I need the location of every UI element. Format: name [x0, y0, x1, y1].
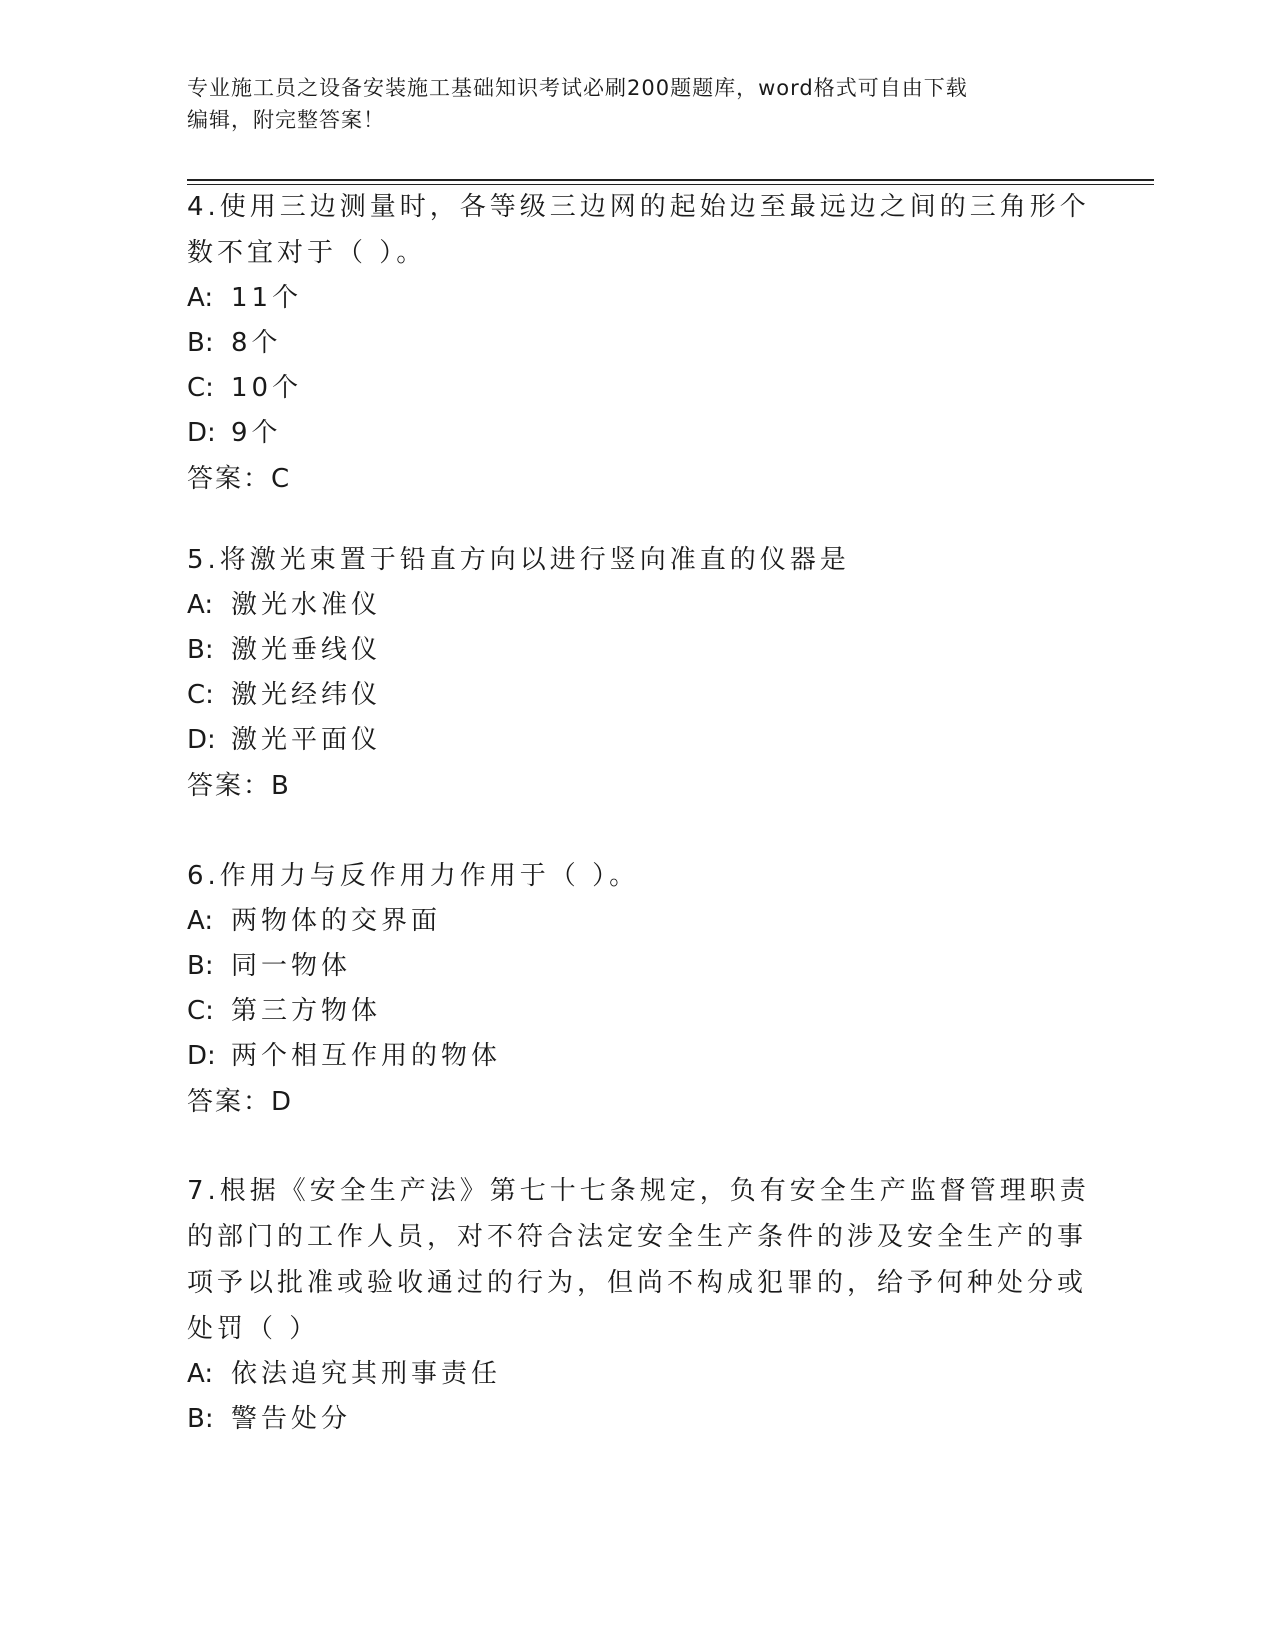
question-text-line: 7.根据《安全生产法》第七十七条规定，负有安全生产监督管理职责 — [187, 1176, 1090, 1206]
option-text: 同一物体 — [231, 951, 352, 981]
option-text: 11个 — [231, 283, 303, 313]
option-text: 9个 — [231, 418, 282, 448]
question-text-line: 的部门的工作人员，对不符合法定安全生产条件的涉及安全生产的事 — [187, 1222, 1088, 1252]
option-letter: D: — [187, 725, 216, 755]
option-a — [187, 583, 1067, 628]
option-c — [187, 366, 1067, 411]
option-letter: B: — [187, 1404, 214, 1434]
option-b — [187, 1397, 1067, 1442]
option-text: 8个 — [231, 328, 282, 358]
option-letter: A: — [187, 1359, 214, 1389]
question-5 — [187, 537, 1067, 809]
option-b — [187, 321, 1067, 366]
question-text-line: 项予以批准或验收通过的行为，但尚不构成犯罪的，给予何种处分或 — [187, 1268, 1088, 1298]
option-letter: B: — [187, 951, 214, 981]
header-divider-thick — [187, 179, 1154, 181]
question-text-line: 处罚（ ） — [187, 1314, 320, 1344]
header-line-1: 专业施工员之设备安装施工基础知识考试必刷200题题库，word格式可自由下载 — [187, 76, 968, 100]
answer-line: 答案：B — [187, 771, 291, 801]
option-letter: D: — [187, 418, 216, 448]
option-b — [187, 628, 1067, 673]
option-c — [187, 673, 1067, 718]
option-text: 两个相互作用的物体 — [231, 1041, 502, 1071]
option-d — [187, 1034, 1067, 1079]
question-text-line: 6.作用力与反作用力作用于（ ）。 — [187, 861, 640, 891]
header-line-2: 编辑，附完整答案！ — [187, 108, 385, 132]
option-letter: D: — [187, 1041, 216, 1071]
answer-line: 答案：D — [187, 1087, 294, 1117]
option-text: 10个 — [231, 373, 303, 403]
question-7 — [187, 1168, 1090, 1442]
option-d — [187, 411, 1067, 456]
question-4 — [187, 184, 1090, 502]
option-text: 两物体的交界面 — [231, 906, 442, 936]
option-letter: C: — [187, 996, 214, 1026]
option-d — [187, 718, 1067, 763]
option-letter: A: — [187, 906, 214, 936]
option-text: 激光平面仪 — [231, 725, 382, 755]
option-letter: C: — [187, 373, 214, 403]
option-letter: C: — [187, 680, 214, 710]
option-letter: B: — [187, 635, 214, 665]
question-6 — [187, 853, 1067, 1125]
option-letter: A: — [187, 283, 214, 313]
option-letter: B: — [187, 328, 214, 358]
answer-line: 答案：C — [187, 464, 292, 494]
option-text: 激光水准仪 — [231, 590, 382, 620]
option-c — [187, 989, 1067, 1034]
option-text: 依法追究其刑事责任 — [231, 1359, 502, 1389]
option-a — [187, 276, 1067, 321]
option-text: 激光经纬仪 — [231, 680, 382, 710]
option-text: 警告处分 — [231, 1404, 352, 1434]
document-header — [187, 72, 1067, 136]
option-letter: A: — [187, 590, 214, 620]
option-text: 第三方物体 — [231, 996, 382, 1026]
option-b — [187, 944, 1067, 989]
question-text-line: 4.使用三边测量时，各等级三边网的起始边至最远边之间的三角形个 — [187, 192, 1090, 222]
option-a — [187, 899, 1067, 944]
question-text-line: 数不宜对于（ ）。 — [187, 238, 427, 268]
option-a — [187, 1352, 1067, 1397]
question-text-line: 5.将激光束置于铅直方向以进行竖向准直的仪器是 — [187, 545, 850, 575]
option-text: 激光垂线仪 — [231, 635, 382, 665]
